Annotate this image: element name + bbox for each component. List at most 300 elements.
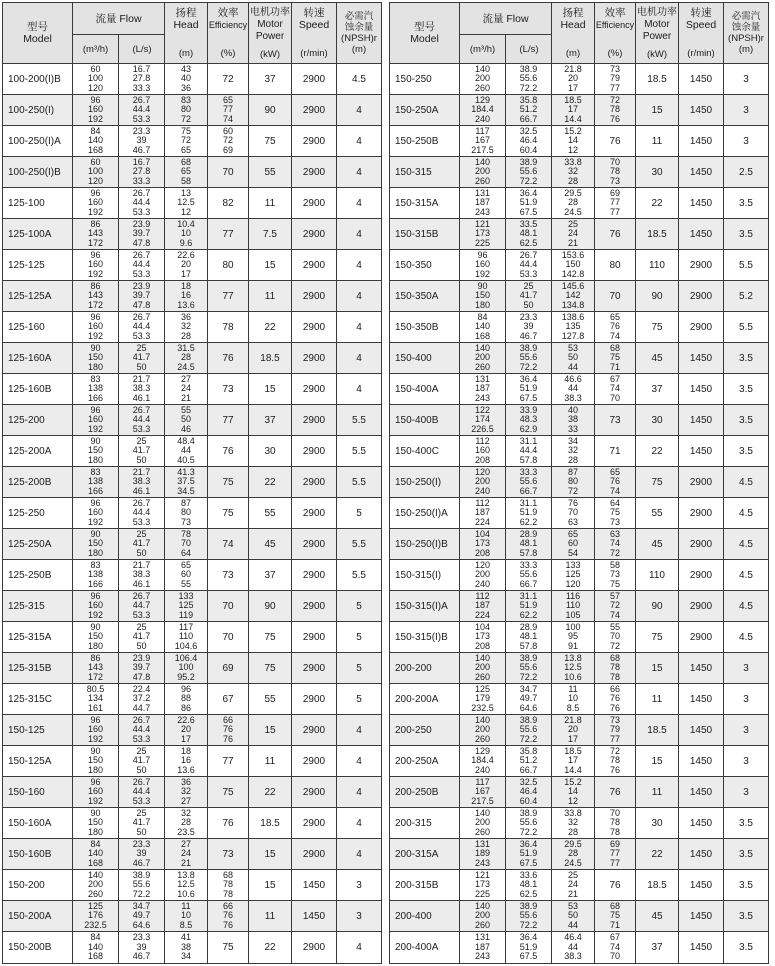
head-cell: 33.8 32 28 <box>552 808 595 839</box>
motor-power-cell: 22 <box>249 467 292 498</box>
col-header-efficiency <box>208 3 249 63</box>
flow-m3h-cell: 122 174 226.5 <box>460 405 506 436</box>
motor-power-cell: 30 <box>636 405 679 436</box>
head-cell: 18.5 17 14.4 <box>552 95 595 126</box>
motor-power-cell: 15 <box>249 715 292 746</box>
head-cell: 78 70 64 <box>165 529 208 560</box>
motor-power-cell: 90 <box>249 591 292 622</box>
table-row <box>3 591 381 622</box>
flow-ls-cell: 36.4 51.9 67.5 <box>506 932 552 963</box>
flow-m3h-cell: 96 160 192 <box>73 591 119 622</box>
head-cell: 27 24 21 <box>165 374 208 405</box>
npsh-cell: 4 <box>337 219 381 250</box>
motor-power-cell: 18.5 <box>636 870 679 901</box>
head-cell: 22.6 20 17 <box>165 250 208 281</box>
spec-table-left <box>2 2 382 964</box>
flow-ls-cell: 23.9 39.7 47.8 <box>119 281 165 312</box>
flow-m3h-cell: 84 140 168 <box>73 932 119 963</box>
eff-header-en: Efficiency <box>208 20 248 30</box>
flow-ls-cell: 26.7 44.4 53.3 <box>119 312 165 343</box>
speed-cell: 1450 <box>679 405 724 436</box>
col-header-power <box>636 3 679 63</box>
flow-m3h-cell: 90 150 180 <box>73 808 119 839</box>
model-cell: 100-200(I)B <box>3 64 73 95</box>
speed-cell: 1450 <box>679 436 724 467</box>
motor-power-cell: 37 <box>249 560 292 591</box>
npsh-cell: 5.5 <box>337 436 381 467</box>
head-cell: 65 60 55 <box>165 560 208 591</box>
model-cell: 150-125 <box>3 715 73 746</box>
speed-cell: 2900 <box>292 467 337 498</box>
efficiency-cell: 57 72 74 <box>595 591 636 622</box>
table-row <box>390 343 768 374</box>
flow-ls-cell: 28.9 48.1 57.8 <box>506 622 552 653</box>
table-row <box>3 64 381 95</box>
col-header-efficiency <box>595 3 636 63</box>
model-cell: 150-400C <box>390 436 460 467</box>
model-cell: 150-200 <box>3 870 73 901</box>
efficiency-cell: 65 76 74 <box>595 467 636 498</box>
motor-power-cell: 37 <box>249 405 292 436</box>
head-cell: 21.8 20 17 <box>552 64 595 95</box>
model-cell: 125-315A <box>3 622 73 653</box>
head-cell: 21.8 20 17 <box>552 715 595 746</box>
speed-cell: 2900 <box>292 653 337 684</box>
table-row <box>3 932 381 963</box>
model-cell: 150-350B <box>390 312 460 343</box>
motor-power-cell: 75 <box>249 126 292 157</box>
table-row <box>390 188 768 219</box>
model-cell: 125-250 <box>3 498 73 529</box>
eff-header-zh: 效率 <box>217 7 239 19</box>
model-cell: 125-100 <box>3 188 73 219</box>
flow-ls-cell: 38.9 55.6 72.2 <box>506 901 552 932</box>
model-cell: 150-250(I)B <box>390 529 460 560</box>
efficiency-cell: 55 70 72 <box>595 622 636 653</box>
spec-table-right <box>389 2 769 964</box>
head-cell: 153.6 150 142.8 <box>552 250 595 281</box>
model-cell: 200-400 <box>390 901 460 932</box>
col-header-head <box>552 3 595 63</box>
efficiency-cell: 71 <box>595 436 636 467</box>
flow-ls-cell: 34.7 49.7 64.6 <box>506 684 552 715</box>
flow-m3h-cell: 140 200 260 <box>460 808 506 839</box>
head-cell: 48.4 44 40.5 <box>165 436 208 467</box>
motor-power-cell: 75 <box>636 622 679 653</box>
motor-power-cell: 11 <box>636 777 679 808</box>
model-cell: 125-200B <box>3 467 73 498</box>
flow-ls-cell: 23.3 39 46.7 <box>506 312 552 343</box>
head-cell: 11 10 8.5 <box>165 901 208 932</box>
npsh-cell: 4.5 <box>724 591 768 622</box>
head-cell: 41 38 34 <box>165 932 208 963</box>
efficiency-cell: 70 <box>208 157 249 188</box>
efficiency-cell: 74 <box>208 529 249 560</box>
flow-m3h-cell: 83 138 166 <box>73 374 119 405</box>
head-cell: 76 70 63 <box>552 498 595 529</box>
efficiency-cell: 80 <box>208 250 249 281</box>
flow-ls-cell: 23.9 39.7 47.8 <box>119 653 165 684</box>
efficiency-cell: 68 75 71 <box>595 343 636 374</box>
npsh-cell: 5.5 <box>337 405 381 436</box>
npsh-cell: 3.5 <box>724 405 768 436</box>
model-cell: 200-200 <box>390 653 460 684</box>
motor-power-cell: 22 <box>249 312 292 343</box>
model-cell: 150-350A <box>390 281 460 312</box>
head-cell: 13.8 12.5 10.6 <box>165 870 208 901</box>
speed-cell: 2900 <box>679 498 724 529</box>
speed-cell: 2900 <box>292 560 337 591</box>
flow-m3h-cell: 80.5 134 161 <box>73 684 119 715</box>
npsh-cell: 5.5 <box>724 250 768 281</box>
head-cell: 32 28 23.5 <box>165 808 208 839</box>
npsh-cell: 4 <box>337 374 381 405</box>
motor-power-cell: 22 <box>636 436 679 467</box>
head-header-en: Head <box>173 19 199 31</box>
motor-power-cell: 15 <box>636 746 679 777</box>
speed-cell: 1450 <box>679 157 724 188</box>
head-cell: 83 80 72 <box>165 95 208 126</box>
flow-m3h-cell: 140 200 260 <box>460 715 506 746</box>
efficiency-cell: 73 <box>208 839 249 870</box>
npsh-header-en: (NPSH)r <box>341 33 377 44</box>
head-cell: 18 16 13.6 <box>165 281 208 312</box>
power-header-zh: 电机功率 <box>637 7 677 18</box>
npsh-header-zh2: 蚀余量 <box>731 22 761 33</box>
flow-m3h-cell: 90 150 180 <box>73 529 119 560</box>
flow-ls-cell: 26.7 44.4 53.3 <box>119 250 165 281</box>
eff-unit: (%) <box>220 47 236 59</box>
model-cell: 150-400B <box>390 405 460 436</box>
flow-ls-cell: 32.5 46.4 60.4 <box>506 777 552 808</box>
flow-ls-cell: 31.1 44.4 57.8 <box>506 436 552 467</box>
table-row <box>390 715 768 746</box>
flow-ls-cell: 33.3 55.6 66.7 <box>506 467 552 498</box>
npsh-cell: 3 <box>337 870 381 901</box>
table-row <box>3 746 381 777</box>
model-cell: 125-200A <box>3 436 73 467</box>
model-cell: 150-250B <box>390 126 460 157</box>
motor-power-cell: 18.5 <box>249 343 292 374</box>
model-cell: 200-315A <box>390 839 460 870</box>
flow-m3h-cell: 86 143 172 <box>73 219 119 250</box>
flow-ls-cell: 38.9 55.6 72.2 <box>506 157 552 188</box>
npsh-cell: 3.5 <box>724 436 768 467</box>
npsh-cell: 3 <box>724 126 768 157</box>
model-cell: 150-315(I)A <box>390 591 460 622</box>
model-cell: 150-315(I)B <box>390 622 460 653</box>
speed-cell: 2900 <box>679 312 724 343</box>
col-header-head <box>165 3 208 63</box>
flow-m3h-cell: 104 173 208 <box>460 622 506 653</box>
npsh-cell: 3.5 <box>724 188 768 219</box>
flow-m3h-cell: 60 100 120 <box>73 64 119 95</box>
head-cell: 53 50 44 <box>552 901 595 932</box>
npsh-cell: 3.5 <box>724 343 768 374</box>
flow-ls-cell: 25 41.7 50 <box>119 436 165 467</box>
model-cell: 125-250B <box>3 560 73 591</box>
npsh-header-zh1: 必需汽 <box>731 11 761 22</box>
npsh-cell: 5.5 <box>337 467 381 498</box>
head-cell: 68 65 58 <box>165 157 208 188</box>
motor-power-cell: 15 <box>249 870 292 901</box>
model-cell: 200-250B <box>390 777 460 808</box>
head-cell: 145.6 142 134.8 <box>552 281 595 312</box>
speed-cell: 2900 <box>292 95 337 126</box>
head-cell: 33.8 32 28 <box>552 157 595 188</box>
flow-m3h-cell: 140 200 260 <box>460 157 506 188</box>
flow-m3h-cell: 131 189 243 <box>460 839 506 870</box>
speed-cell: 2900 <box>679 281 724 312</box>
table-row <box>390 467 768 498</box>
head-cell: 25 24 21 <box>552 219 595 250</box>
efficiency-cell: 70 78 78 <box>595 808 636 839</box>
speed-cell: 1450 <box>679 188 724 219</box>
table-row <box>3 870 381 901</box>
flow-ls-cell: 36.4 51.9 67.5 <box>506 374 552 405</box>
power-header-en1: Motor <box>257 19 283 30</box>
col-header-speed <box>679 3 724 63</box>
efficiency-cell: 76 <box>595 777 636 808</box>
efficiency-cell: 77 <box>208 281 249 312</box>
speed-cell: 2900 <box>679 467 724 498</box>
flow-m3h-cell: 83 138 166 <box>73 560 119 591</box>
speed-cell: 1450 <box>292 870 337 901</box>
npsh-cell: 3 <box>337 901 381 932</box>
efficiency-cell: 76 <box>208 808 249 839</box>
efficiency-cell: 76 <box>208 343 249 374</box>
motor-power-cell: 11 <box>249 901 292 932</box>
power-header-zh: 电机功率 <box>250 7 290 18</box>
flow-m3h-cell: 96 160 192 <box>73 250 119 281</box>
speed-cell: 2900 <box>292 746 337 777</box>
npsh-header-zh1: 必需汽 <box>344 11 374 22</box>
flow-m3h-cell: 117 167 217.5 <box>460 777 506 808</box>
flow-header-label: 流量 Flow <box>73 3 164 35</box>
npsh-cell: 4.5 <box>724 622 768 653</box>
table-row <box>390 839 768 870</box>
npsh-cell: 4 <box>337 839 381 870</box>
efficiency-cell: 76 <box>595 870 636 901</box>
npsh-cell: 4 <box>337 312 381 343</box>
npsh-cell: 4 <box>337 126 381 157</box>
motor-power-cell: 15 <box>249 839 292 870</box>
table-row <box>3 188 381 219</box>
table-header <box>390 3 768 64</box>
head-cell: 18 16 13.6 <box>165 746 208 777</box>
flow-ls-cell: 38.9 55.6 72.2 <box>506 343 552 374</box>
model-cell: 125-160B <box>3 374 73 405</box>
head-cell: 29.5 28 24.5 <box>552 188 595 219</box>
flow-m3h-cell: 140 200 260 <box>460 653 506 684</box>
table-row <box>390 157 768 188</box>
table-row <box>390 250 768 281</box>
table-row <box>3 157 381 188</box>
efficiency-cell: 77 <box>208 219 249 250</box>
speed-cell: 1450 <box>679 808 724 839</box>
head-cell: 53 50 44 <box>552 343 595 374</box>
model-cell: 150-200A <box>3 901 73 932</box>
model-cell: 125-250A <box>3 529 73 560</box>
flow-ls-cell: 26.7 44.4 53.3 <box>119 95 165 126</box>
power-header-en2: Power <box>255 31 285 42</box>
table-row <box>3 467 381 498</box>
motor-power-cell: 37 <box>636 932 679 963</box>
motor-power-cell: 15 <box>636 95 679 126</box>
head-cell: 133 125 120 <box>552 560 595 591</box>
flow-ls-cell: 21.7 38.3 46.1 <box>119 374 165 405</box>
npsh-cell: 3 <box>724 715 768 746</box>
flow-m3h-cell: 125 179 232.5 <box>460 684 506 715</box>
table-row <box>390 219 768 250</box>
flow-m3h-cell: 86 143 172 <box>73 653 119 684</box>
flow-m3h-cell: 84 140 168 <box>460 312 506 343</box>
flow-m3h-cell: 90 150 180 <box>73 436 119 467</box>
speed-cell: 1450 <box>679 777 724 808</box>
npsh-cell: 5.5 <box>724 312 768 343</box>
efficiency-cell: 64 75 73 <box>595 498 636 529</box>
speed-cell: 2900 <box>292 715 337 746</box>
speed-cell: 2900 <box>292 374 337 405</box>
head-cell: 10.4 10 9.6 <box>165 219 208 250</box>
flow-ls-cell: 25 41.7 50 <box>119 746 165 777</box>
efficiency-cell: 65 76 74 <box>595 312 636 343</box>
flow-m3h-cell: 121 173 225 <box>460 870 506 901</box>
table-row <box>390 808 768 839</box>
flow-m3h-cell: 129 184.4 240 <box>460 95 506 126</box>
npsh-cell: 3 <box>724 746 768 777</box>
table-row <box>3 436 381 467</box>
head-cell: 36 32 28 <box>165 312 208 343</box>
efficiency-cell: 77 <box>208 746 249 777</box>
npsh-cell: 3.5 <box>724 219 768 250</box>
motor-power-cell: 30 <box>636 157 679 188</box>
table-row <box>390 436 768 467</box>
head-cell: 31.5 28 24.5 <box>165 343 208 374</box>
model-cell: 150-315 <box>390 157 460 188</box>
col-header-speed <box>292 3 337 63</box>
flow-ls-cell: 26.7 44.4 53.3 <box>119 405 165 436</box>
npsh-cell: 3.5 <box>724 808 768 839</box>
flow-m3h-cell: 84 140 168 <box>73 839 119 870</box>
table-row <box>3 839 381 870</box>
flow-ls-cell: 26.7 44.4 53.3 <box>119 188 165 219</box>
speed-cell: 1450 <box>679 870 724 901</box>
efficiency-cell: 70 <box>208 591 249 622</box>
head-cell: 34 32 28 <box>552 436 595 467</box>
npsh-cell: 3 <box>724 64 768 95</box>
model-cell: 200-250 <box>390 715 460 746</box>
flow-m3h-cell: 96 160 192 <box>73 188 119 219</box>
flow-ls-cell: 38.9 55.6 72.2 <box>506 715 552 746</box>
head-cell: 87 80 73 <box>165 498 208 529</box>
npsh-cell: 4 <box>337 157 381 188</box>
head-cell: 96 88 86 <box>165 684 208 715</box>
speed-cell: 2900 <box>292 405 337 436</box>
head-cell: 41.3 37.5 34.5 <box>165 467 208 498</box>
table-row <box>390 64 768 95</box>
efficiency-cell: 68 78 78 <box>595 653 636 684</box>
motor-power-cell: 55 <box>249 157 292 188</box>
head-cell: 117 110 104.6 <box>165 622 208 653</box>
table-row <box>390 622 768 653</box>
motor-power-cell: 30 <box>249 436 292 467</box>
table-row <box>3 281 381 312</box>
head-cell: 43 40 36 <box>165 64 208 95</box>
motor-power-cell: 110 <box>636 560 679 591</box>
model-cell: 150-160 <box>3 777 73 808</box>
speed-cell: 2900 <box>292 312 337 343</box>
flow-ls-cell: 22.4 37.2 44.7 <box>119 684 165 715</box>
flow-ls-cell: 38.9 55.6 72.2 <box>506 808 552 839</box>
flow-m3h-cell: 140 200 260 <box>460 64 506 95</box>
efficiency-cell: 80 <box>595 250 636 281</box>
flow-m3h-cell: 83 138 166 <box>73 467 119 498</box>
npsh-cell: 4 <box>337 281 381 312</box>
speed-cell: 2900 <box>292 64 337 95</box>
flow-ls-cell: 25 41.7 50 <box>119 808 165 839</box>
table-row <box>390 684 768 715</box>
model-cell: 100-250(I)B <box>3 157 73 188</box>
table-row <box>3 622 381 653</box>
table-row <box>390 901 768 932</box>
npsh-cell: 3 <box>724 777 768 808</box>
model-cell: 150-250A <box>390 95 460 126</box>
motor-power-cell: 11 <box>249 188 292 219</box>
motor-power-cell: 18.5 <box>636 715 679 746</box>
motor-power-cell: 22 <box>636 188 679 219</box>
power-header-en1: Motor <box>644 19 670 30</box>
head-cell: 25 24 21 <box>552 870 595 901</box>
npsh-cell: 4 <box>337 746 381 777</box>
npsh-unit: (m) <box>738 44 754 55</box>
motor-power-cell: 18.5 <box>249 808 292 839</box>
model-cell: 125-315B <box>3 653 73 684</box>
eff-header-en: Efficiency <box>595 20 635 30</box>
motor-power-cell: 90 <box>636 591 679 622</box>
flow-ls-cell: 28.9 48.1 57.8 <box>506 529 552 560</box>
flow-unit-m3h: (m³/h) <box>460 35 506 63</box>
motor-power-cell: 37 <box>249 64 292 95</box>
flow-ls-cell: 23.3 39 46.7 <box>119 932 165 963</box>
flow-m3h-cell: 121 173 225 <box>460 219 506 250</box>
head-cell: 13 12.5 12 <box>165 188 208 219</box>
efficiency-cell: 58 73 75 <box>595 560 636 591</box>
motor-power-cell: 55 <box>636 498 679 529</box>
efficiency-cell: 66 76 76 <box>208 715 249 746</box>
model-cell: 150-250(I)A <box>390 498 460 529</box>
speed-cell: 2900 <box>679 591 724 622</box>
flow-ls-cell: 35.8 51.2 66.7 <box>506 95 552 126</box>
speed-cell: 2900 <box>292 250 337 281</box>
flow-ls-cell: 26.7 44.4 53.3 <box>119 715 165 746</box>
flow-ls-cell: 26.7 44.4 53.3 <box>119 777 165 808</box>
flow-ls-cell: 34.7 49.7 64.6 <box>119 901 165 932</box>
table-row <box>390 932 768 963</box>
speed-cell: 1450 <box>679 715 724 746</box>
flow-ls-cell: 33.3 55.6 66.7 <box>506 560 552 591</box>
head-cell: 87 80 72 <box>552 467 595 498</box>
motor-power-cell: 110 <box>636 250 679 281</box>
npsh-cell: 3 <box>724 684 768 715</box>
speed-cell: 2900 <box>679 622 724 653</box>
efficiency-cell: 67 74 70 <box>595 932 636 963</box>
speed-cell: 1450 <box>679 684 724 715</box>
efficiency-cell: 68 78 78 <box>208 870 249 901</box>
efficiency-cell: 67 74 70 <box>595 374 636 405</box>
efficiency-cell: 75 <box>208 498 249 529</box>
flow-m3h-cell: 96 160 192 <box>73 777 119 808</box>
